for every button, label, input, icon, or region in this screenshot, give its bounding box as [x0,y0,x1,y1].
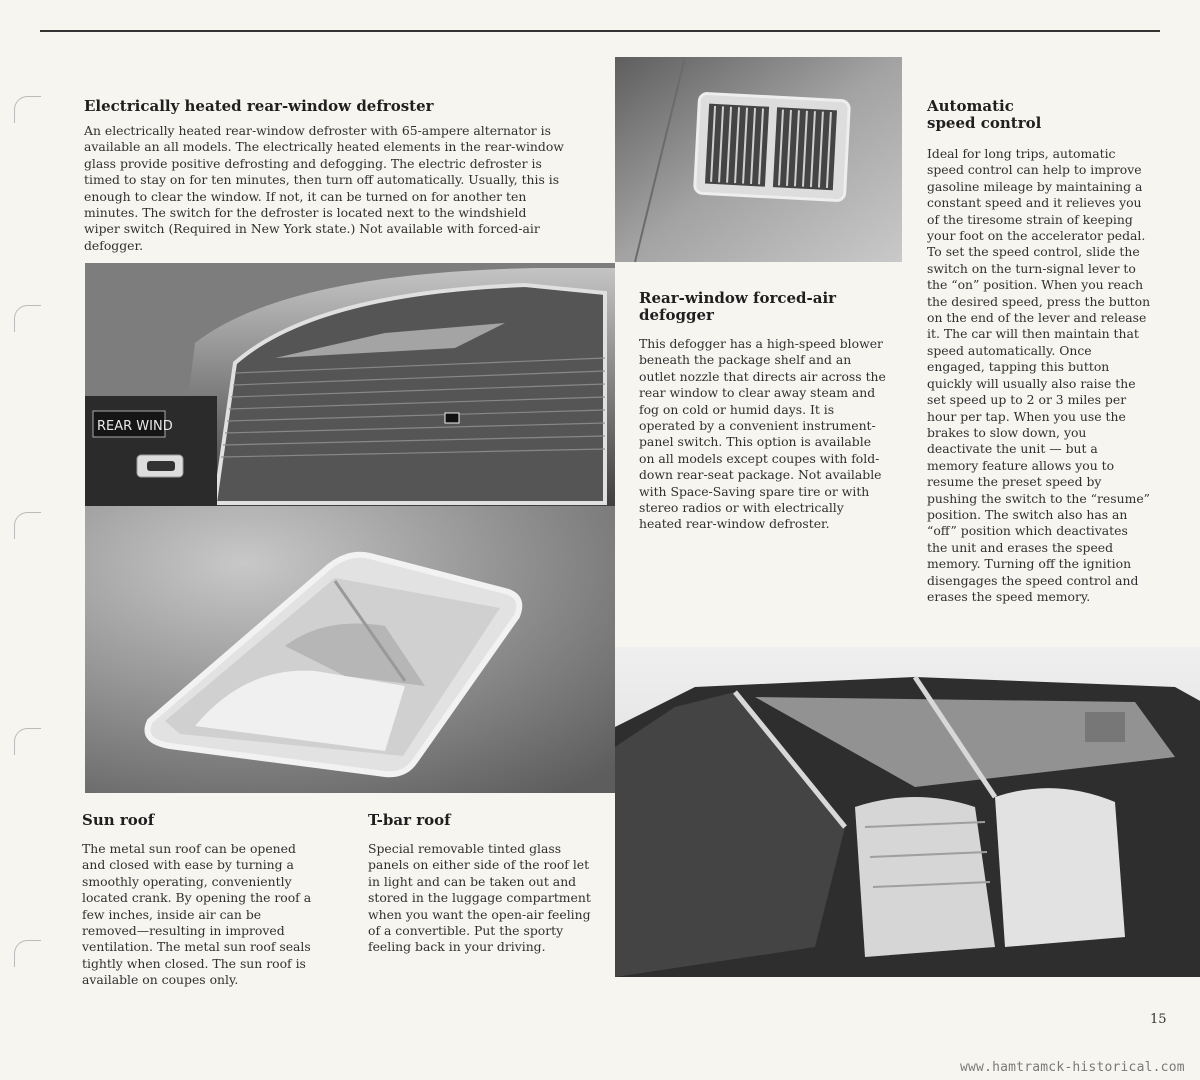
t-bar-roof-body: Special removable tinted glass panels on either side of the roof let in light and can be taken out and stored in the luggage compartment when you want the open-air feeling of a convertible. Put the sporty feeling back in your driving. [368,841,591,955]
t-bar-roof-title: T-bar roof [368,811,451,829]
sun-roof-illustration [85,506,615,793]
speed-control-body: Ideal for long trips, automatic speed control can help to improve gasoline mileage by maintaining a constant speed and it relieves you of the tiresome strain of keeping your foot on the accelerator pedal. To set the speed control, slide the switch on the turn-signal lever to the “on” position. When you reach the desired speed, press the button on the end of the lever and release it. The car will then maintain that speed automatically. Once engaged, tapping this button quickly will usually also raise the set speed up to 2 or 3 miles per hour per tap. When you use the brakes to slow down, you deactivate the unit — but a memory feature allows you to resume the preset speed by pushing the switch to the “resume” position. The switch also has an “off” position which deactivates the unit and erases the speed memory. Turning off the ignition disengages the speed control and erases the speed memory. [927,146,1151,604]
top-rule [40,30,1160,32]
rear-window-defroster-photo [85,263,615,506]
t-bar-roof-photo [615,647,1200,977]
binder-hole-mark [14,305,41,332]
binder-hole-mark [14,96,41,123]
rear-window-illustration [85,263,615,506]
sun-roof-section [82,812,312,989]
defogger-vent-illustration [615,57,902,262]
defroster-title: Electrically heated rear-window defroster [84,97,434,115]
binder-hole-mark [14,940,41,967]
defogger-vent-photo [615,57,902,262]
speed-control-section [927,98,1152,605]
sun-roof-body: The metal sun roof can be opened and closed with ease by turning a smoothly operating, conveniently located crank. By opening the roof a few inches, inside air can be removed—resulting in improved ventilation. The metal sun roof seals tightly when closed. The sun roof is available on coupes only. [82,841,312,988]
defogger-title: Rear-window forced-air defogger [639,289,837,324]
t-bar-roof-section [368,812,598,956]
binder-hole-mark [14,728,41,755]
binder-hole-mark [14,512,41,539]
defogger-section [639,290,887,533]
sun-roof-photo [85,506,615,793]
speed-control-title-line2: speed control [927,114,1042,132]
speed-control-title-line1: Automatic [927,97,1014,115]
speed-control-title [927,98,1152,132]
defroster-body: An electrically heated rear-window defroster with 65-ampere alternator is available an all models. The electrically heated elements in the rear-window glass provide positive defrosting and defogging. The electric defroster is timed to stay on for ten minutes, then turn off automatically. Usually, this is enough to clear the window. If not, it can be turned on for another ten minutes. The switch for the defroster is located next to the windshield wiper switch (Required in New York state.) Not available with forced-air defogger. [84,123,564,253]
sun-roof-title: Sun roof [82,811,155,829]
defogger-body: This defogger has a high-speed blower beneath the package shelf and an outlet nozzle that directs air across the rear window to clear away steam and fog on cold or humid days. It is operated by a convenient instrument-panel switch. This option is available on all models except coupes with fold-down rear-seat package. Not available with Space-Saving spare tire or with stereo radios or with electrically heated rear-window defroster. [639,336,886,532]
t-bar-roof-illustration [615,647,1200,977]
watermark-url: www.hamtramck-historical.com [960,1060,1185,1075]
switch-label: REAR WIND [97,419,173,434]
page-number: 15 [1150,1012,1167,1027]
defroster-section [84,98,564,254]
